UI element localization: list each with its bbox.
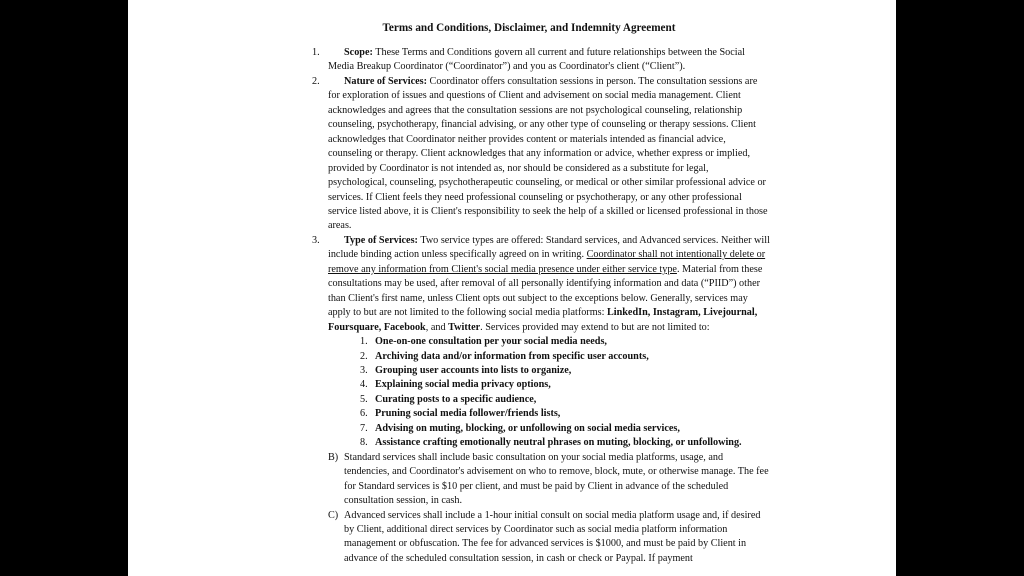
services-sublist bbox=[328, 335, 770, 451]
underlined-clause: Coordinator shall not intentionally delete or remove any information from Client's social media presence under either service type bbox=[328, 249, 766, 275]
list-item: 5. Curating posts to a specific audience, bbox=[360, 393, 537, 405]
paragraph-text: Advanced services shall include a 1-hour initial consult on social media platform usage and, if desired by Client, additional direct services by Coordinator such as social media platform information management or obfuscation. The fee for advanced services is $1000, and must be paid by Client in advance of the scheduled consultation session, in cash or check or Paypal. If payment bbox=[344, 509, 761, 564]
section-heading: Nature of Services: bbox=[344, 75, 427, 87]
list-item: 7. Advising on muting, blocking, or unfollowing on social media services, bbox=[360, 422, 680, 434]
paragraph-text: Standard services shall include basic consultation on your social media platforms, usage, and tendencies, and Coordinator's advisement on who to remove, block, mute, or otherwise manage. The fee for Standard services is $10 per client, and must be paid by Client in advance of the scheduled consultation session, in cash. bbox=[344, 451, 769, 507]
section-heading: Scope: bbox=[344, 47, 373, 58]
section-heading: Type of Services: bbox=[344, 234, 418, 246]
section-scope bbox=[312, 46, 770, 75]
section-text: These Terms and Conditions govern all current and future relationships between the Social Media Breakup Coordinator (“Coordinator”) and you as Coordinator's client (“Client”). bbox=[328, 47, 745, 73]
numbered-section-list bbox=[312, 46, 770, 566]
standard-services-paragraph bbox=[328, 451, 770, 509]
section-text-tail: . Services provided may extend to but are not limited to: bbox=[480, 321, 710, 333]
list-item: 3. Grouping user accounts into lists to organize, bbox=[360, 364, 572, 376]
list-item: 2. Archiving data and/or information from specific user accounts, bbox=[360, 350, 649, 362]
list-item: 1. One-on-one consultation per your social media needs, bbox=[360, 336, 607, 348]
list-item: 6. Pruning social media follower/friends lists, bbox=[360, 408, 561, 420]
platform-twitter: Twitter bbox=[448, 321, 481, 333]
advanced-services-paragraph bbox=[328, 509, 770, 567]
paragraph-letter: C) bbox=[328, 509, 339, 521]
document-page bbox=[128, 0, 896, 576]
section-text: Two service types are offered: Standard services, and Advanced services. Neither will include binding action unless specifically agreed on in writing. bbox=[328, 234, 770, 261]
section-number: 1. bbox=[312, 47, 320, 58]
platform-list: LinkedIn, Instagram, Livejournal, Foursquare, Facebook bbox=[328, 307, 758, 333]
section-type-of-services bbox=[312, 234, 770, 566]
section-text-continued: . Material from these consultations may be used, after removal of all personally identifying information and data (“PIID”) other than Client's first name, unless Client opts out subject to the exceptions below. Generally, services may apply to but are not limited to the following social media platforms: bbox=[328, 263, 763, 319]
section-nature-of-services bbox=[312, 75, 770, 234]
document-title: Terms and Conditions, Disclaimer, and Indemnity Agreement bbox=[382, 22, 676, 34]
and-text: , and bbox=[425, 321, 446, 333]
list-item: 4. Explaining social media privacy options, bbox=[360, 379, 551, 391]
section-text: Coordinator offers consultation sessions in person. The consultation sessions are for exploration of issues and questions of Client and advisement on social media management. Client acknowledges and agrees that the consultation sessions are not psychological counseling, relationship counseling, psychotherapy, financial advising, or any other type of counseling or therapy sessions. Client acknowledges that Coordinator neither provides content or materials intended as financial advice, counseling or therapy. Client acknowledges that any information or advice, whether express or implied, provided by Coordinator is not intended as, nor should be considered as a substitute for legal, psychological, counseling, psychotherapeutic counseling, or medical or other similar professional advice or services. If Client feels they need professional counseling or psychotherapy, or any other professional service listed above, it is Client's responsibility to seek the help of a skilled or licensed professional in those areas. bbox=[328, 75, 768, 232]
list-item: 8. Assistance crafting emotionally neutral phrases on muting, blocking, or unfollowing. bbox=[360, 437, 742, 449]
paragraph-letter: B) bbox=[328, 451, 339, 463]
section-number: 3. bbox=[312, 234, 320, 246]
section-number: 2. bbox=[312, 75, 320, 87]
